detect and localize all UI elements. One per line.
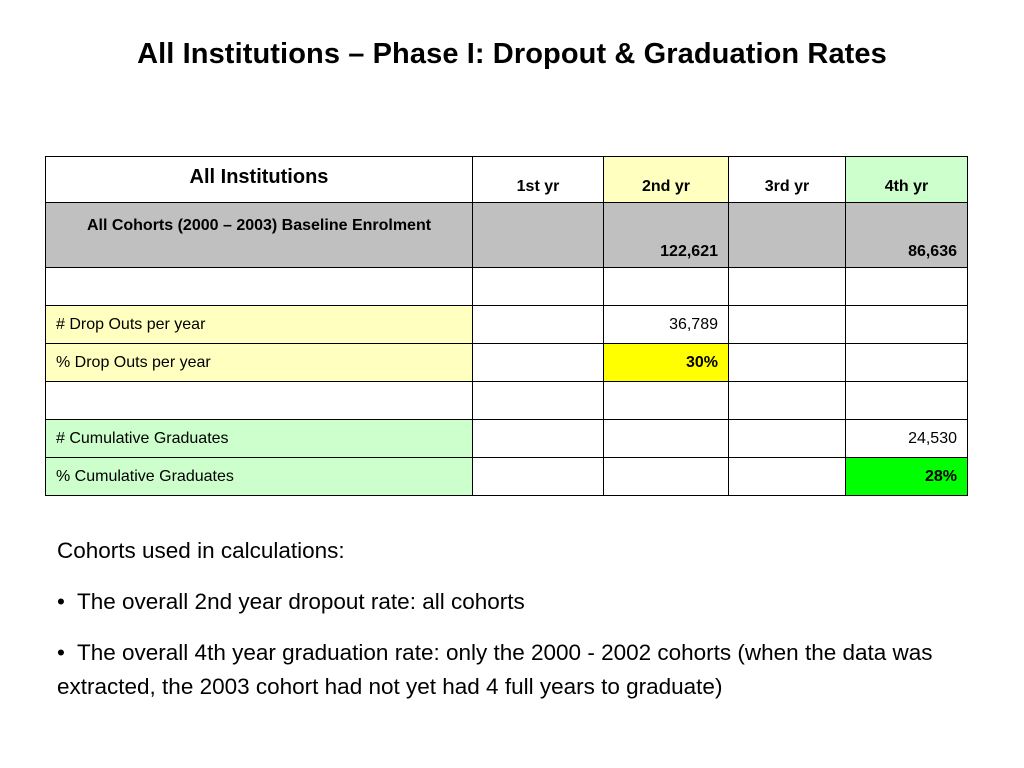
blank-row (46, 268, 968, 306)
notes-section (57, 534, 947, 704)
dropouts-count-4th-yr (846, 306, 968, 344)
blank-cell (729, 382, 846, 420)
graduates-percent-2nd-yr (604, 458, 729, 496)
header-institutions: All Institutions (46, 157, 473, 203)
graduates-percent-label: % Cumulative Graduates (46, 458, 473, 496)
notes-bullet-text: The overall 2nd year dropout rate: all cohorts (77, 589, 525, 614)
blank-cell (729, 268, 846, 306)
graduates-percent-row (46, 458, 968, 496)
blank-row (46, 382, 968, 420)
dropouts-percent-3rd-yr (729, 344, 846, 382)
dropouts-percent-row (46, 344, 968, 382)
dropouts-percent-2nd-yr: 30% (604, 344, 729, 382)
graduates-count-4th-yr: 24,530 (846, 420, 968, 458)
graduates-percent-4th-yr: 28% (846, 458, 968, 496)
graduates-percent-3rd-yr (729, 458, 846, 496)
header-2nd-yr: 2nd yr (604, 157, 729, 203)
notes-bullet-item (57, 636, 947, 704)
notes-bullet-item (57, 585, 947, 619)
blank-cell (846, 382, 968, 420)
blank-cell (604, 268, 729, 306)
blank-cell (846, 268, 968, 306)
graduates-count-2nd-yr (604, 420, 729, 458)
baseline-enrolment-row (46, 203, 968, 268)
header-4th-yr: 4th yr (846, 157, 968, 203)
header-1st-yr: 1st yr (473, 157, 604, 203)
dropouts-count-1st-yr (473, 306, 604, 344)
notes-bullet-text: The overall 4th year graduation rate: only the 2000 - 2002 cohorts (when the data was extracted, the 2003 cohort had not yet had 4 full years to graduate) (57, 640, 933, 699)
bullet-marker: • (57, 589, 65, 614)
table-header-row (46, 157, 968, 203)
baseline-4th-yr: 86,636 (846, 203, 968, 268)
baseline-2nd-yr: 122,621 (604, 203, 729, 268)
dropouts-percent-1st-yr (473, 344, 604, 382)
header-3rd-yr: 3rd yr (729, 157, 846, 203)
graduates-count-label: # Cumulative Graduates (46, 420, 473, 458)
baseline-label: All Cohorts (2000 – 2003) Baseline Enrolment (46, 203, 473, 268)
blank-cell (46, 382, 473, 420)
rates-table (45, 156, 968, 496)
slide-title: All Institutions – Phase I: Dropout & Graduation Rates (137, 38, 887, 70)
dropouts-count-2nd-yr: 36,789 (604, 306, 729, 344)
dropouts-count-3rd-yr (729, 306, 846, 344)
dropouts-count-label: # Drop Outs per year (46, 306, 473, 344)
dropouts-count-row (46, 306, 968, 344)
blank-cell (473, 382, 604, 420)
blank-cell (473, 268, 604, 306)
dropouts-percent-label: % Drop Outs per year (46, 344, 473, 382)
dropouts-percent-4th-yr (846, 344, 968, 382)
graduates-count-1st-yr (473, 420, 604, 458)
bullet-marker: • (57, 640, 65, 665)
graduates-count-row (46, 420, 968, 458)
blank-cell (46, 268, 473, 306)
baseline-1st-yr (473, 203, 604, 268)
baseline-3rd-yr (729, 203, 846, 268)
blank-cell (604, 382, 729, 420)
graduates-percent-1st-yr (473, 458, 604, 496)
notes-intro: Cohorts used in calculations: (57, 538, 345, 563)
graduates-count-3rd-yr (729, 420, 846, 458)
